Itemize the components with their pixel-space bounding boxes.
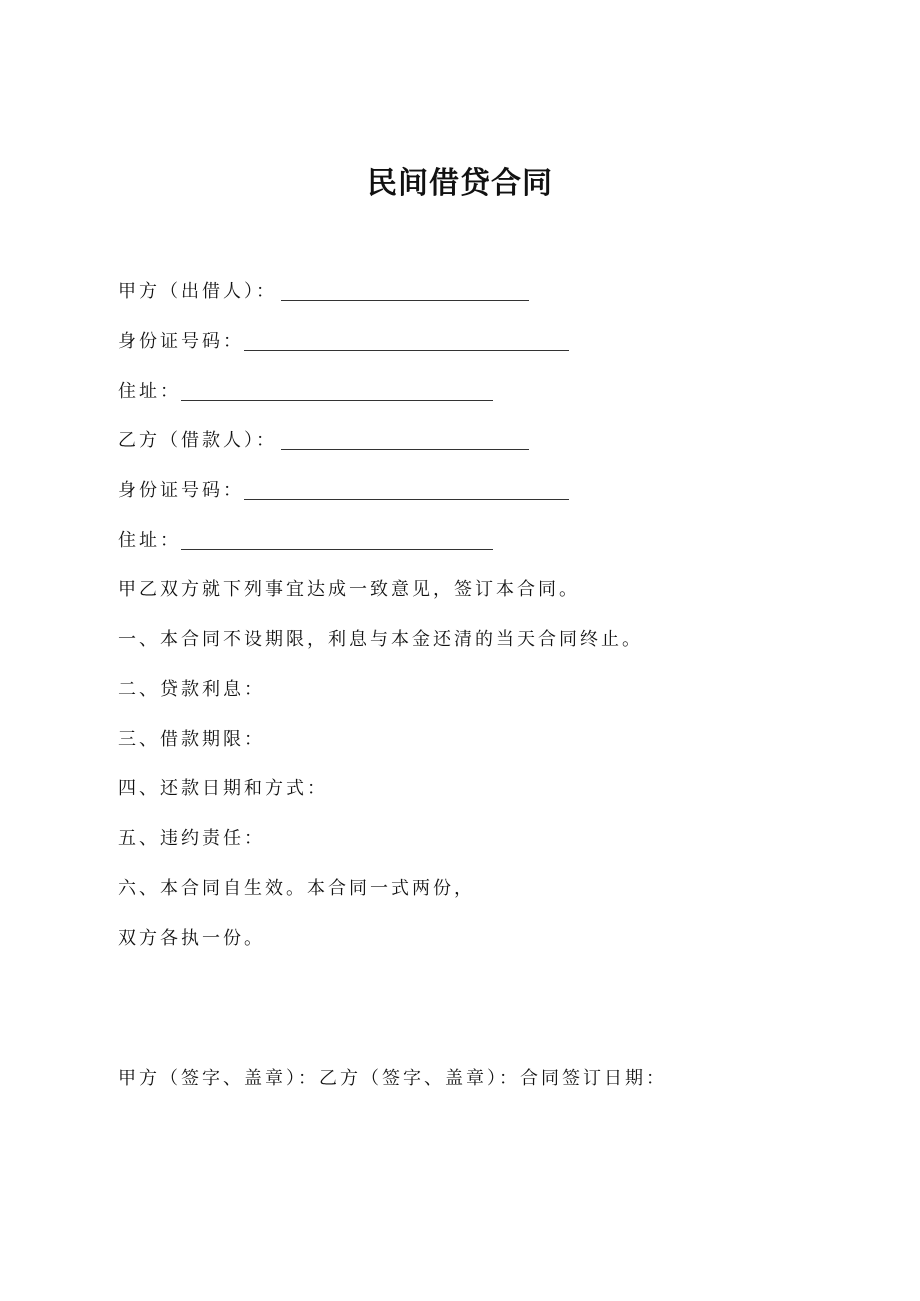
- clause-4: 四、还款日期和方式：: [118, 778, 328, 799]
- clause-2: 二、贷款利息：: [118, 679, 265, 700]
- party-a-signature-label: 甲方（签字、盖章）：: [118, 1068, 319, 1089]
- party-b-id-row: [118, 479, 569, 503]
- party-b-address-label: 住址：: [118, 530, 181, 551]
- party-a-name-row: [118, 280, 529, 304]
- party-b-address-blank[interactable]: [181, 531, 493, 550]
- party-b-name-row: [118, 429, 529, 453]
- signature-row: [118, 1067, 667, 1091]
- clause-1: 一、本合同不设期限，利息与本金还清的当天合同终止。: [118, 629, 643, 650]
- party-b-id-blank[interactable]: [244, 481, 569, 500]
- clause-5: 五、违约责任：: [118, 828, 265, 849]
- party-a-address-label: 住址：: [118, 381, 181, 402]
- party-a-name-label: 甲方（出借人）：: [118, 281, 277, 302]
- party-b-name-blank[interactable]: [281, 431, 529, 450]
- party-a-address-row: [118, 380, 493, 404]
- clause-6: 六、本合同自生效。本合同一式两份，: [118, 878, 475, 899]
- preamble-text: 甲乙双方就下列事宜达成一致意见，签订本合同。: [118, 579, 580, 600]
- document-title: 民间借贷合同: [367, 166, 553, 201]
- party-a-address-blank[interactable]: [181, 382, 493, 401]
- party-a-name-blank[interactable]: [281, 282, 529, 301]
- party-b-address-row: [118, 529, 493, 553]
- party-a-id-row: [118, 330, 569, 354]
- party-b-signature-label: 乙方（签字、盖章）：: [319, 1068, 520, 1089]
- party-b-id-label: 身份证号码：: [118, 480, 244, 501]
- signing-date-label: 合同签订日期：: [520, 1068, 667, 1089]
- party-b-name-label: 乙方（借款人）：: [118, 430, 277, 451]
- clause-3: 三、借款期限：: [118, 729, 265, 750]
- party-a-id-blank[interactable]: [244, 332, 569, 351]
- party-a-id-label: 身份证号码：: [118, 331, 244, 352]
- clause-6-continued: 双方各执一份。: [118, 928, 265, 949]
